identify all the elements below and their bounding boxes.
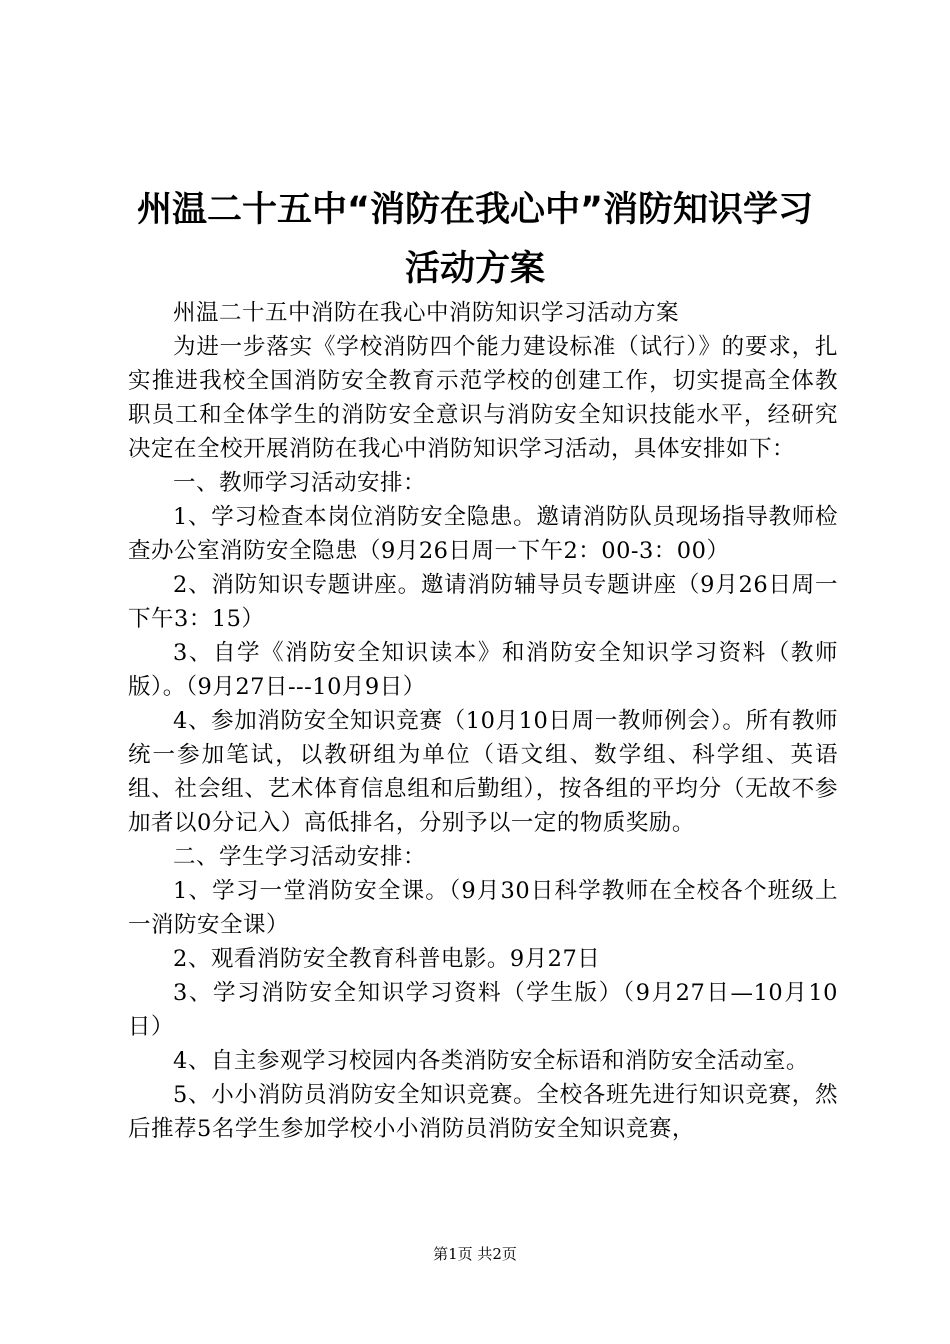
document-title-line-2: 活动方案 bbox=[404, 249, 545, 289]
student-item-5: 5、小小消防员消防安全知识竞赛。全校各班先进行知识竞赛，然后推荐5名学生参加学校小小消防员消防安全知识竞赛， bbox=[128, 1082, 838, 1142]
student-item-3: 3、学习消防安全知识学习资料（学生版）（9月27日—10月10日） bbox=[128, 980, 838, 1040]
student-item-1: 1、学习一堂消防安全课。（9月30日科学教师在全校各个班级上一消防安全课） bbox=[128, 878, 838, 938]
paragraph-subtitle: 州温二十五中消防在我心中消防知识学习活动方案 bbox=[173, 300, 680, 326]
student-item-2: 2、观看消防安全教育科普电影。9月27日 bbox=[173, 946, 601, 972]
teacher-item-2: 2、消防知识专题讲座。邀请消防辅导员专题讲座（9月26日周一下午3：15） bbox=[128, 572, 838, 632]
paragraph-intro: 为进一步落实《学校消防四个能力建设标准（试行）》的要求，扎实推进我校全国消防安全教育示范学校的创建工作，切实提高全体教职员工和全体学生的消防安全意识与消防安全知识技能水平，经研究决定在全校开展消防在我心中消防知识学习活动，具体安排如下： bbox=[128, 334, 838, 462]
document-body bbox=[128, 296, 838, 1146]
section-heading-students: 二、学生学习活动安排： bbox=[173, 844, 427, 870]
teacher-item-4: 4、参加消防安全知识竞赛（10月10日周一教师例会）。所有教师统一参加笔试，以教研组为单位（语文组、数学组、科学组、英语组、社会组、艺术体育信息组和后勤组），按各组的平均分（无故不参加者以0分记入）高低排名，分别予以一定的物质奖励。 bbox=[128, 708, 838, 836]
student-item-4: 4、自主参观学习校园内各类消防安全标语和消防安全活动室。 bbox=[173, 1048, 809, 1074]
teacher-item-3: 3、自学《消防安全知识读本》和消防安全知识学习资料（教师版）。（9月27日---10月9日） bbox=[128, 640, 838, 700]
section-heading-teachers: 一、教师学习活动安排： bbox=[173, 470, 427, 496]
page-number-footer: 第1页 共2页 bbox=[433, 1245, 517, 1263]
document-title-line-1: 州温二十五中“消防在我心中”消防知识学习 bbox=[136, 190, 813, 230]
teacher-item-1: 1、学习检查本岗位消防安全隐患。邀请消防队员现场指导教师检查办公室消防安全隐患（9月26日周一下午2：00-3：00） bbox=[128, 504, 838, 564]
